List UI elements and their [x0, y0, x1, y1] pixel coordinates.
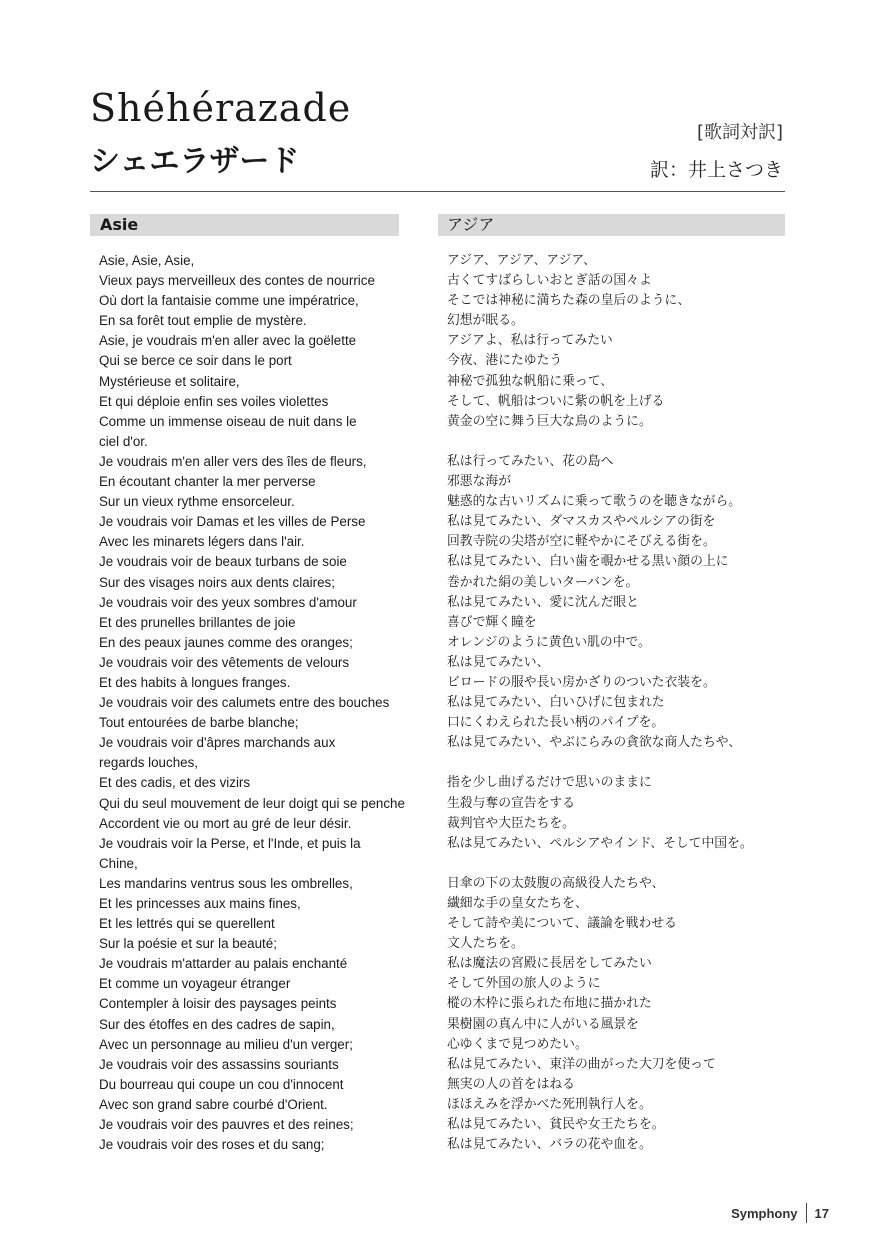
- lyric-line: そして外国の旅人のように: [447, 976, 601, 992]
- lyric-line: En des peaux jaunes comme des oranges;: [99, 634, 353, 650]
- lyric-line: Les mandarins ventrus sous les ombrelles,: [99, 875, 353, 891]
- lyric-line: 私は見てみたい、貧民や女王たちを。: [447, 1117, 665, 1133]
- lyric-line: 古くてすばらしいおとぎ話の国々よ: [447, 273, 652, 289]
- lyric-line: Asie, je voudrais m'en aller avec la goëlette: [99, 333, 357, 349]
- section-heading-japanese: アジア: [438, 214, 785, 236]
- lyric-line: 繊細な手の皇女たちを、: [447, 896, 588, 911]
- lyric-line: Avec les minarets légers dans l'air.: [99, 534, 305, 550]
- lyric-line: 幻想が眠る。: [447, 313, 524, 329]
- lyric-line: 口にくわえられた長い柄のパイプを。: [447, 715, 665, 731]
- lyric-line: 私は見てみたい、愛に沈んだ眼と: [447, 594, 639, 610]
- footer-brand: Symphony: [731, 1205, 798, 1221]
- lyric-line: 私は魔法の宮殿に長居をしてみたい: [447, 956, 652, 972]
- lyrics-french-column: [99, 251, 409, 1155]
- page-number: 17: [814, 1205, 829, 1221]
- lyric-line: Sur la poésie et sur la beauté;: [99, 936, 277, 952]
- lyric-line: Et les princesses aux mains fines,: [99, 896, 301, 911]
- page-title-french: Shéhérazade: [90, 86, 352, 130]
- lyric-line: 私は見てみたい、ペルシアやインド、そして中国を。: [447, 835, 753, 851]
- lyric-line: Du bourreau qui coupe un cou d'innocent: [99, 1076, 344, 1092]
- lyric-line: Je voudrais voir Damas et les villes de Perse: [99, 514, 366, 530]
- lyric-line: Et des prunelles brillantes de joie: [99, 614, 296, 630]
- lyric-line: Je voudrais m'attarder au palais enchanté: [99, 956, 348, 972]
- lyric-line: Sur un vieux rythme ensorceleur.: [99, 494, 295, 510]
- lyric-line: Je voudrais voir des assassins souriants: [99, 1056, 339, 1072]
- lyric-line: 私は見てみたい、ダマスカスやペルシアの街を: [447, 514, 716, 530]
- lyric-line: Je voudrais voir des pauvres et des reines;: [99, 1117, 354, 1133]
- translator-credit: 訳：井上さつき: [649, 159, 783, 181]
- lyric-line: 日傘の下の太鼓腹の高級役人たちや、: [447, 875, 665, 891]
- lyric-line: Je voudrais voir d'âpres marchands aux: [99, 735, 336, 751]
- lyric-line: 裁判官や大臣たちを。: [447, 815, 575, 831]
- lyric-line: Tout entourées de barbe blanche;: [99, 715, 299, 731]
- lyric-line: アジア、アジア、アジア、: [447, 253, 596, 268]
- lyric-line: ciel d'or.: [99, 433, 148, 449]
- lyric-line: Avec son grand sabre courbé d'Orient.: [99, 1096, 328, 1112]
- lyric-line: 果樹園の真ん中に人がいる風景を: [447, 1016, 639, 1032]
- lyric-line: 生殺与奪の宣告をする: [447, 795, 575, 811]
- lyric-line: Je voudrais voir des yeux sombres d'amour: [99, 594, 357, 610]
- lyric-line: 私は見てみたい、やぶにらみの貪欲な商人たちや、: [447, 735, 742, 751]
- section-heading-french: Asie: [90, 214, 399, 236]
- lyric-line: [447, 753, 787, 773]
- lyric-line: Et qui déploie enfin ses voiles violettes: [99, 393, 329, 409]
- lyric-line: Vieux pays merveilleux des contes de nourrice: [99, 273, 375, 289]
- page-title-japanese: シェエラザード: [90, 144, 300, 179]
- lyric-line: Asie, Asie, Asie,: [99, 253, 195, 268]
- lyric-line: オレンジのように黄色い肌の中で。: [447, 634, 651, 650]
- lyric-line: Et des cadis, et des vizirs: [99, 775, 251, 791]
- lyric-line: 文人たちを。: [447, 936, 524, 952]
- lyric-line: ほほえみを浮かべた死刑執行人を。: [447, 1096, 652, 1112]
- lyric-line: 巻かれた絹の美しいターバンを。: [447, 574, 639, 590]
- lyric-line: Qui se berce ce soir dans le port: [99, 353, 292, 369]
- lyric-line: 魅惑的な古いリズムに乗って歌うのを聴きながら。: [447, 494, 742, 510]
- lyric-line: Accordent vie ou mort au gré de leur désir.: [99, 815, 352, 831]
- lyric-line: 喜びで輝く瞳を: [447, 614, 537, 630]
- header-divider: [90, 191, 785, 192]
- lyric-line: アジアよ、私は行ってみたい: [447, 333, 613, 349]
- lyric-line: 私は見てみたい、白い歯を覗かせる黒い顔の上に: [447, 554, 729, 570]
- lyric-line: Sur des étoffes en des cadres de sapin,: [99, 1016, 335, 1032]
- lyric-line: そして、帆船はついに紫の帆を上げる: [447, 393, 665, 409]
- lyric-line: 黄金の空に舞う巨大な鳥のように。: [447, 413, 652, 429]
- lyric-line: 回教寺院の尖塔が空に軽やかにそびえる街を。: [447, 534, 716, 550]
- lyric-line: Je voudrais m'en aller vers des îles de fleurs,: [99, 453, 367, 469]
- lyric-line: Je voudrais voir des vêtements de velours: [99, 654, 350, 670]
- lyric-line: 心ゆくまで見つめたい。: [447, 1036, 588, 1052]
- lyric-line: Je voudrais voir de beaux turbans de soie: [99, 554, 347, 570]
- lyric-line: 私は見てみたい、東洋の曲がった大刀を使って: [447, 1056, 716, 1072]
- lyric-line: Et des habits à longues franges.: [99, 674, 291, 690]
- lyric-line: 私は見てみたい、白いひげに包まれた: [447, 695, 665, 711]
- lyric-line: En sa forêt tout emplie de mystère.: [99, 313, 307, 329]
- lyric-line: Avec un personnage au milieu d'un verger;: [99, 1036, 353, 1052]
- lyric-line: 樅の木枠に張られた布地に描かれた: [447, 996, 652, 1012]
- lyric-line: En écoutant chanter la mer perverse: [99, 474, 316, 490]
- lyric-line: 指を少し曲げるだけで思いのままに: [447, 775, 652, 791]
- lyrics-japanese-column: [447, 251, 787, 1155]
- lyric-line: Contempler à loisir des paysages peints: [99, 996, 337, 1012]
- lyric-line: Chine,: [99, 855, 138, 871]
- lyric-line: [447, 432, 787, 452]
- lyric-line: 今夜、港にたゆたう: [447, 353, 563, 369]
- lyric-line: Je voudrais voir la Perse, et l'Inde, et puis la: [99, 835, 361, 851]
- page-footer: [731, 1202, 829, 1224]
- lyric-line: 無実の人の首をはねる: [447, 1076, 575, 1092]
- lyric-line: 私は見てみたい、: [447, 654, 550, 670]
- footer-separator: [806, 1203, 807, 1223]
- lyric-line: regards louches,: [99, 755, 198, 771]
- lyric-line: Je voudrais voir des roses et du sang;: [99, 1137, 325, 1153]
- lyric-line: Et comme un voyageur étranger: [99, 976, 291, 992]
- lyric-line: 私は見てみたい、バラの花や血を。: [447, 1137, 652, 1153]
- lyric-line: そして詩や美について、議論を戦わせる: [447, 916, 677, 932]
- lyric-line: そこでは神秘に満ちた森の皇后のように、: [447, 293, 691, 309]
- lyric-line: [447, 854, 787, 874]
- lyric-line: Sur des visages noirs aux dents claires;: [99, 574, 335, 590]
- lyric-line: ビロードの服や長い房かざりのついた衣装を。: [447, 674, 716, 690]
- lyric-line: 邪悪な海が: [447, 474, 511, 490]
- lyric-line: Qui du seul mouvement de leur doigt qui se penche: [99, 795, 405, 811]
- lyric-line: Où dort la fantaisie comme une impératrice,: [99, 293, 359, 309]
- lyric-line: Et les lettrés qui se querellent: [99, 916, 275, 932]
- lyric-line: Je voudrais voir des calumets entre des bouches: [99, 695, 390, 711]
- document-type-label: [歌詞対訳]: [696, 122, 783, 143]
- lyric-line: 私は行ってみたい、花の島へ: [447, 453, 614, 469]
- lyric-line: 神秘で孤独な帆船に乗って、: [447, 373, 614, 389]
- lyric-line: Comme un immense oiseau de nuit dans le: [99, 413, 357, 429]
- lyric-line: Mystérieuse et solitaire,: [99, 373, 240, 389]
